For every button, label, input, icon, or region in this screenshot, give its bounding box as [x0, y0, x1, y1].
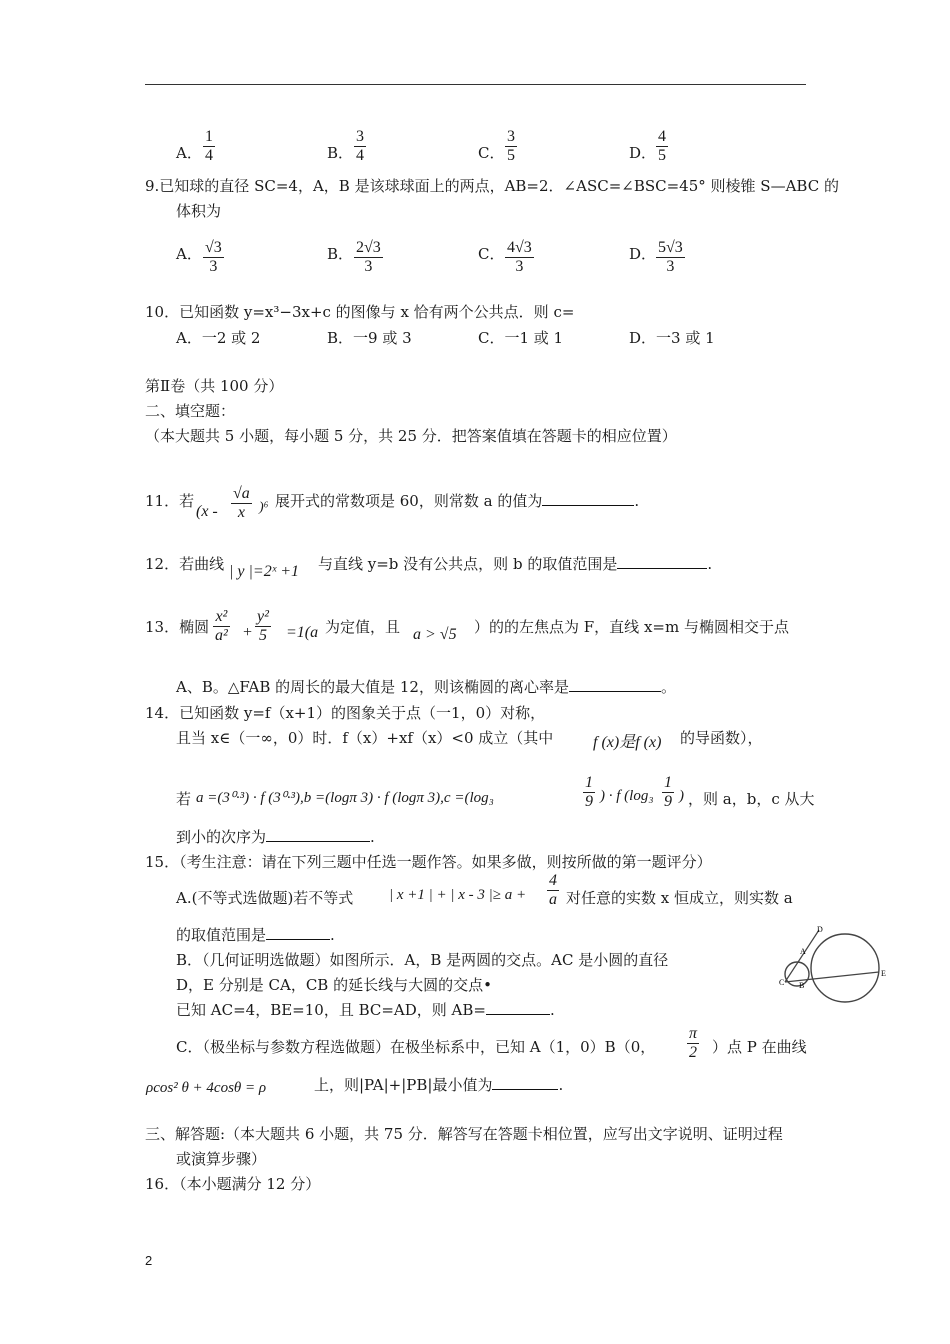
header-rule — [145, 84, 806, 85]
q14-line4-body: 到小的次序为 — [176, 828, 267, 846]
q9-stem-line2: 体积为 — [176, 202, 222, 220]
section2-subtitle: 二、填空题： — [145, 402, 236, 420]
q14-line4 — [176, 827, 375, 847]
q14-line1: 14．已知函数 y=f（x+1）的图象关于点（一1，0）对称， — [145, 704, 546, 722]
q15c-line1b: ）点 P 在曲线 — [712, 1038, 807, 1056]
q15c-fraction: $\frac{\pi}{2}$ — [689, 1025, 698, 1061]
q13-plus: + — [242, 624, 253, 641]
two-circles-figure — [757, 924, 897, 1006]
q14-line3-tail: ，则 a，b，c 从大 — [688, 790, 815, 808]
q15c-curve: ρcos² θ + 4cosθ = ρ — [146, 1080, 267, 1096]
q9-option-b-fraction: $\frac{2√3}{3}$ — [356, 239, 381, 275]
q12-answer-blank — [617, 554, 707, 569]
q8-option-c-label: C． — [478, 144, 505, 162]
q11-expr-exp: )⁶ — [259, 500, 269, 515]
q15b-line1: B．（几何证明选做题）如图所示．A，B 是两圆的交点。AC 是小圆的直径 — [176, 951, 669, 969]
label-a: A — [800, 947, 806, 956]
q13-mid: 为定值，且 — [325, 618, 401, 636]
section2-note: （本大题共 5 小题，每小题 5 分，共 25 分．把答案值填在答题卡的相应位置） — [145, 427, 677, 445]
q9-option-a-label: A． — [176, 245, 202, 263]
q14-line3-math: a =(3⁰·³) · f (3⁰·³),b =(logπ 3) · f (logπ 3),c =(log₃ — [196, 790, 494, 806]
label-d: D — [817, 925, 823, 934]
q15b-line3: 已知 AC=4，BE=10，且 BC=AD，则 AB= . — [176, 1001, 555, 1019]
small-circle — [785, 962, 809, 986]
q8-option-b-fraction: $\frac{3}{4}$ — [356, 128, 364, 164]
section3-line2: 或演算步骤） — [176, 1150, 267, 1168]
q14-end: . — [370, 828, 375, 846]
q15a-line2: 的取值范围是 . — [176, 926, 335, 944]
label-e: E — [881, 969, 886, 978]
section2-title: 第Ⅱ卷（共 100 分） — [145, 377, 284, 395]
q16-heading: 16．（本小题满分 12 分） — [145, 1175, 321, 1193]
q15a-math: | x +1 | + | x - 3 |≥ a + — [389, 887, 527, 903]
q8-option-b-label: B． — [327, 144, 354, 162]
q10-option-c: C．一1 或 1 — [478, 329, 564, 347]
q12-expr: | y |=2ˣ +1 — [229, 563, 300, 580]
q8-option-d-fraction: $\frac{4}{5}$ — [658, 128, 666, 164]
q10-stem: 10．已知函数 y=x³−3x+c 的图像与 x 恰有两个公共点．则 c= — [145, 303, 575, 321]
q15b-line3-body: 已知 AC=4，BE=10，且 BC=AD，则 AB= — [176, 1001, 486, 1019]
q14-answer-blank — [266, 827, 370, 842]
q13-line2-body: A、B。△FAB 的周长的最大值是 12，则该椭圆的离心率是 — [176, 678, 569, 696]
q11-expr-fraction: $\frac{√a}{x}$ — [233, 485, 250, 521]
q15c-line2: 上，则|PA|+|PB|最小值为 . — [314, 1076, 564, 1094]
q11-answer-blank — [542, 491, 634, 506]
q15c-line1a: C．（极坐标与参数方程选做题）在极坐标系中，已知 A（1，0）B（0， — [176, 1038, 656, 1056]
section3-line1: 三、解答题:（本大题共 6 小题，共 75 分．解答写在答题卡相位置，应写出文字说明、证明过程 — [145, 1125, 783, 1143]
q14-line3-mid: ) · f (log₃ — [600, 788, 654, 804]
q14-line2a: 且当 x∈（一∞，0）时．f（x）+xf（x）<0 成立（其中 — [176, 729, 554, 747]
q15b-answer-blank — [486, 1000, 550, 1015]
q14-fraction-2: $\frac{1}{9}$ — [664, 774, 672, 810]
q13-cond: a > √5 — [413, 626, 457, 643]
q13-line2 — [176, 677, 676, 697]
q9-stem-line1: 9.已知球的直径 SC=4，A，B 是该球球面上的两点，AB=2．∠ASC=∠BSC=45° 则棱锥 S—ABC 的 — [145, 177, 839, 195]
q14-line3-prefix: 若 — [176, 790, 192, 808]
page-number: 2 — [145, 1253, 153, 1268]
q9-option-c-label: C． — [478, 245, 505, 263]
q11-expr-pre: (x - — [196, 503, 218, 520]
q15-instructions: 15．（考生注意：请在下列三题中任选一题作答。如果多做，则按所做的第一题评分） — [145, 853, 712, 871]
q13-tail: ）的的左焦点为 F，直线 x=m 与椭圆相交于点 — [474, 618, 789, 636]
q15c-answer-blank — [492, 1075, 558, 1090]
q15a-line2-body: 的取值范围是 — [176, 926, 267, 944]
q13-fraction-x: $\frac{\text{x²}}{\text{a²}}$ — [215, 608, 228, 644]
q11-text-body: 展开式的常数项是 60，则常数 a 的值为 — [275, 492, 543, 510]
q15a-post: 对任意的实数 x 恒成立，则实数 a — [566, 889, 793, 907]
label-b: B — [799, 981, 805, 990]
q14-line2b: 的导函数）， — [680, 729, 763, 747]
q15b-line2: D，E 分别是 CA，CB 的延长线与大圆的交点• — [176, 976, 492, 994]
q11-end: . — [634, 492, 640, 510]
q12-text-body: 与直线 y=b 没有公共点，则 b 的取值范围是 — [318, 555, 618, 573]
q9-option-d-fraction: $\frac{5√3}{3}$ — [658, 239, 683, 275]
q15a-fraction: $\frac{4}{a}$ — [549, 872, 557, 908]
q14-line3-end: ) — [679, 788, 684, 804]
q13-answer-blank — [569, 677, 661, 692]
large-circle — [811, 934, 879, 1002]
q13-fraction-y: $\frac{\text{y²}}{5}$ — [257, 608, 269, 644]
q14-fraction-1: $\frac{1}{9}$ — [585, 774, 593, 810]
q9-option-a-fraction: $\frac{√3}{3}$ — [205, 239, 222, 275]
q12-end: . — [707, 555, 713, 573]
q12-text — [318, 554, 712, 574]
q11-text — [275, 491, 639, 511]
label-c: C — [779, 978, 785, 987]
q8-option-a-fraction: $\frac{1}{4}$ — [205, 128, 213, 164]
q8-option-a-label: A． — [176, 144, 202, 162]
q10-option-d: D．一3 或 1 — [629, 329, 715, 347]
q15a-answer-blank — [266, 925, 330, 940]
q9-option-d-label: D． — [629, 245, 657, 263]
q15c-line2-body: 上，则|PA|+|PB|最小值为 — [314, 1076, 493, 1094]
q13-end: 。 — [660, 678, 676, 696]
q9-option-c-fraction: $\frac{4√3}{3}$ — [507, 239, 532, 275]
q13-prefix: 13．椭圆 — [145, 618, 210, 636]
q10-option-a: A．一2 或 2 — [176, 329, 261, 347]
q14-line2-math: f (x)是f (x) — [593, 734, 662, 751]
q12-prefix: 12．若曲线 — [145, 555, 225, 573]
q8-option-c-fraction: $\frac{3}{5}$ — [507, 128, 515, 164]
q15a-prefix: A.(不等式选做题)若不等式 — [176, 889, 354, 907]
q10-option-b: B．一9 或 3 — [327, 329, 412, 347]
q13-eq: =1(a — [286, 624, 319, 641]
q11-prefix: 11．若 — [145, 492, 195, 510]
q9-option-b-label: B． — [327, 245, 354, 263]
q8-option-d-label: D． — [629, 144, 657, 162]
